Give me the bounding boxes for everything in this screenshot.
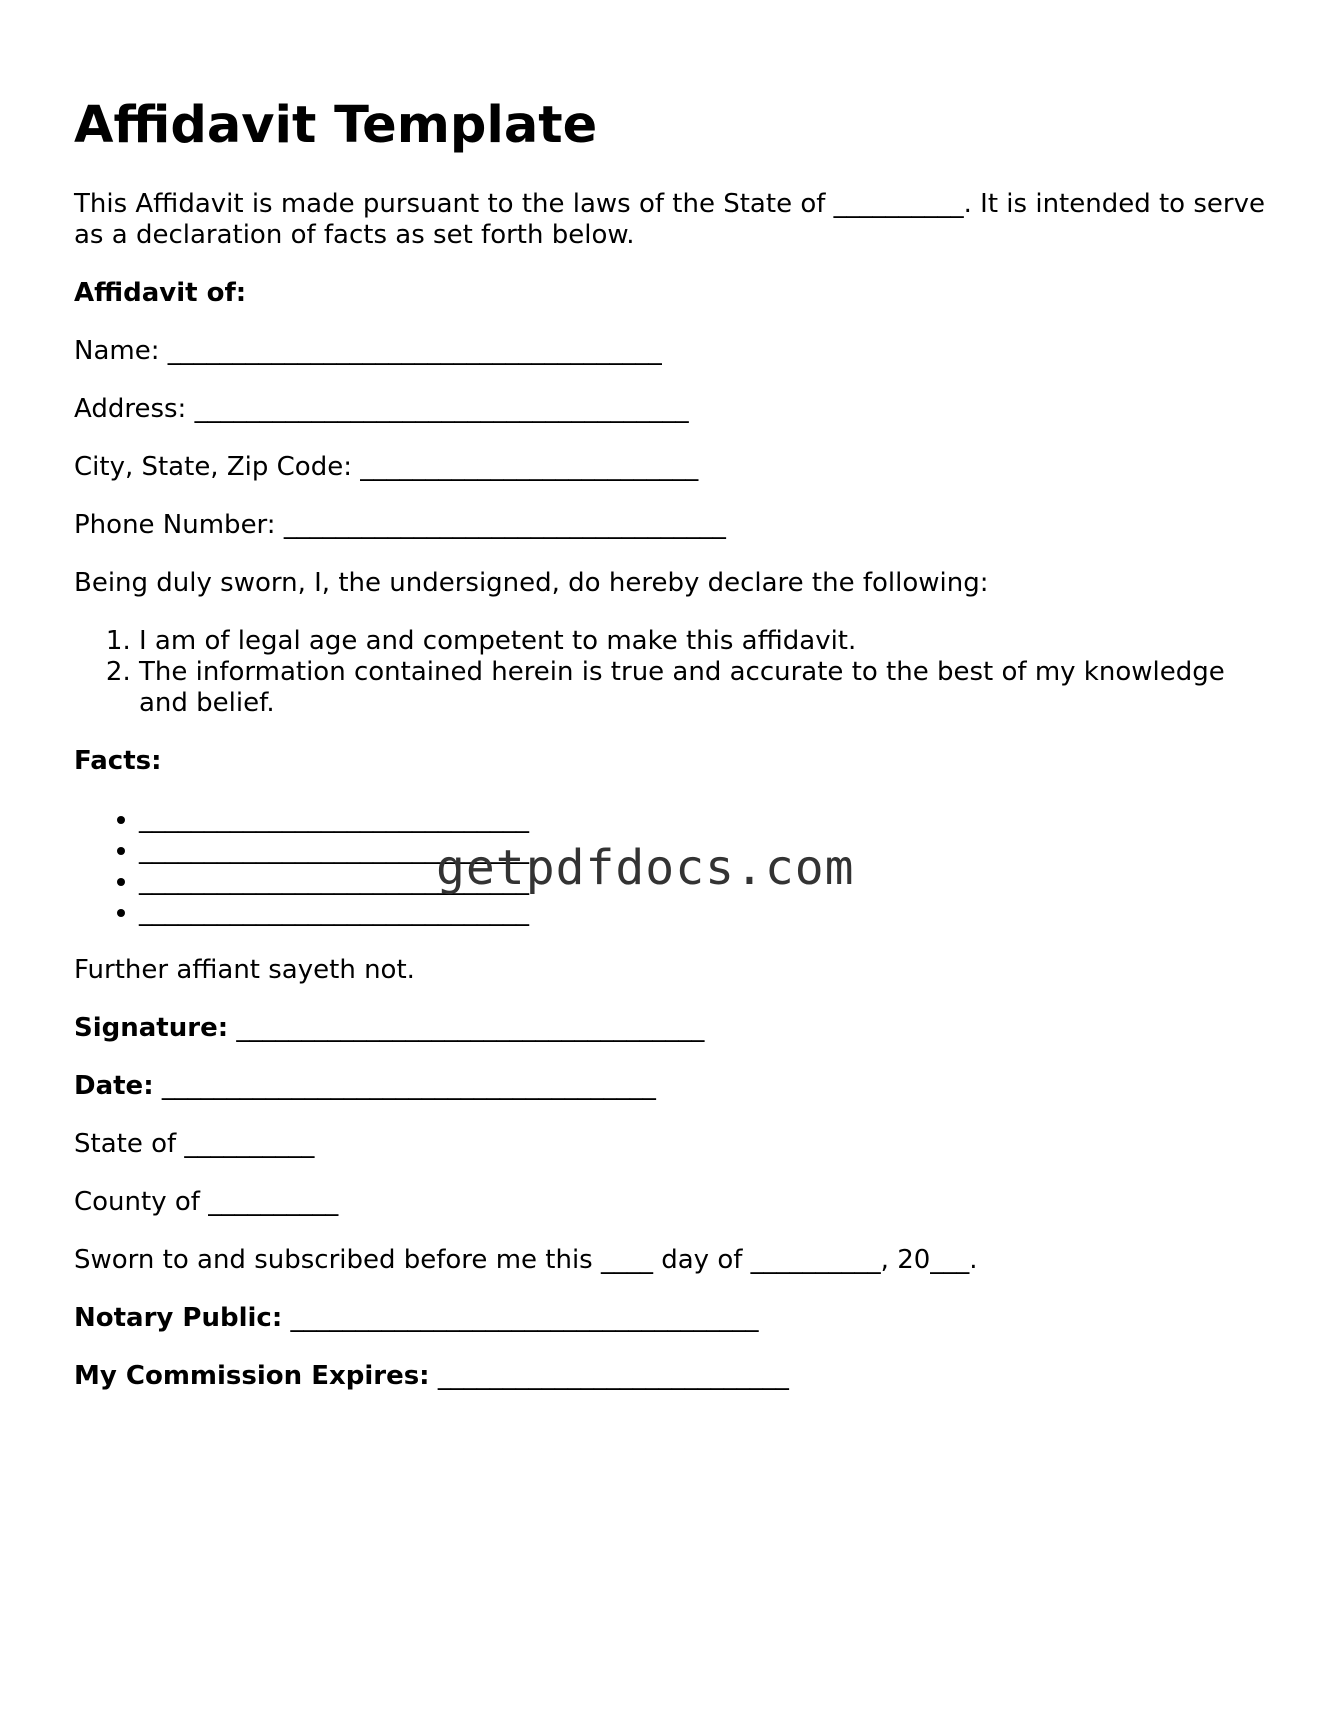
- fact-item: • ______________________________: [139, 866, 1274, 897]
- commission-label: My Commission Expires:: [74, 1361, 430, 1391]
- city-state-zip-field: City, State, Zip Code: __________________________: [74, 452, 699, 482]
- phone-field: Phone Number: __________________________________: [74, 510, 726, 540]
- signature-line: [74, 1013, 1274, 1044]
- fact-item: • ______________________________: [139, 835, 1274, 866]
- address-field: Address: ______________________________________: [74, 394, 689, 424]
- sworn-line: Sworn to and subscribed before me this ____ day of __________, 20___.: [74, 1245, 978, 1275]
- statements-list: [74, 626, 1274, 719]
- statement-item: 1. I am of legal age and competent to make this affidavit.: [139, 626, 1274, 657]
- signature-label: Signature:: [74, 1013, 229, 1043]
- state-of-line: State of __________: [74, 1129, 315, 1159]
- signature-blank: ____________________________________: [228, 1013, 705, 1043]
- closing-text: Further affiant sayeth not.: [74, 955, 415, 985]
- commission-blank: ___________________________: [429, 1361, 789, 1391]
- page-title: Affidavit Template: [74, 96, 598, 155]
- notary-line: [74, 1303, 1274, 1334]
- name-field: Name: ______________________________________: [74, 336, 662, 366]
- notary-label: Notary Public:: [74, 1303, 283, 1333]
- county-of-line: County of __________: [74, 1187, 339, 1217]
- facts-heading: Facts:: [74, 746, 162, 776]
- statement-item: 2. The information contained herein is true and accurate to the best of my knowledge and belief.: [139, 657, 1274, 719]
- date-blank: ______________________________________: [153, 1071, 656, 1101]
- fact-item: • ______________________________: [139, 804, 1274, 835]
- commission-line: [74, 1361, 1274, 1392]
- date-line: [74, 1071, 1274, 1102]
- intro-paragraph: This Affidavit is made pursuant to the laws of the State of __________. It is intended to serve as a declaration of facts as set forth below.: [74, 189, 1265, 250]
- affidavit-of-heading: Affidavit of:: [74, 278, 247, 308]
- date-label: Date:: [74, 1071, 154, 1101]
- watermark: getpdfdocs.com: [436, 840, 855, 896]
- declaration-text: Being duly sworn, I, the undersigned, do hereby declare the following:: [74, 568, 989, 598]
- fact-item: • ______________________________: [139, 897, 1274, 928]
- notary-blank: ____________________________________: [282, 1303, 759, 1333]
- document-page: [74, 0, 1274, 1392]
